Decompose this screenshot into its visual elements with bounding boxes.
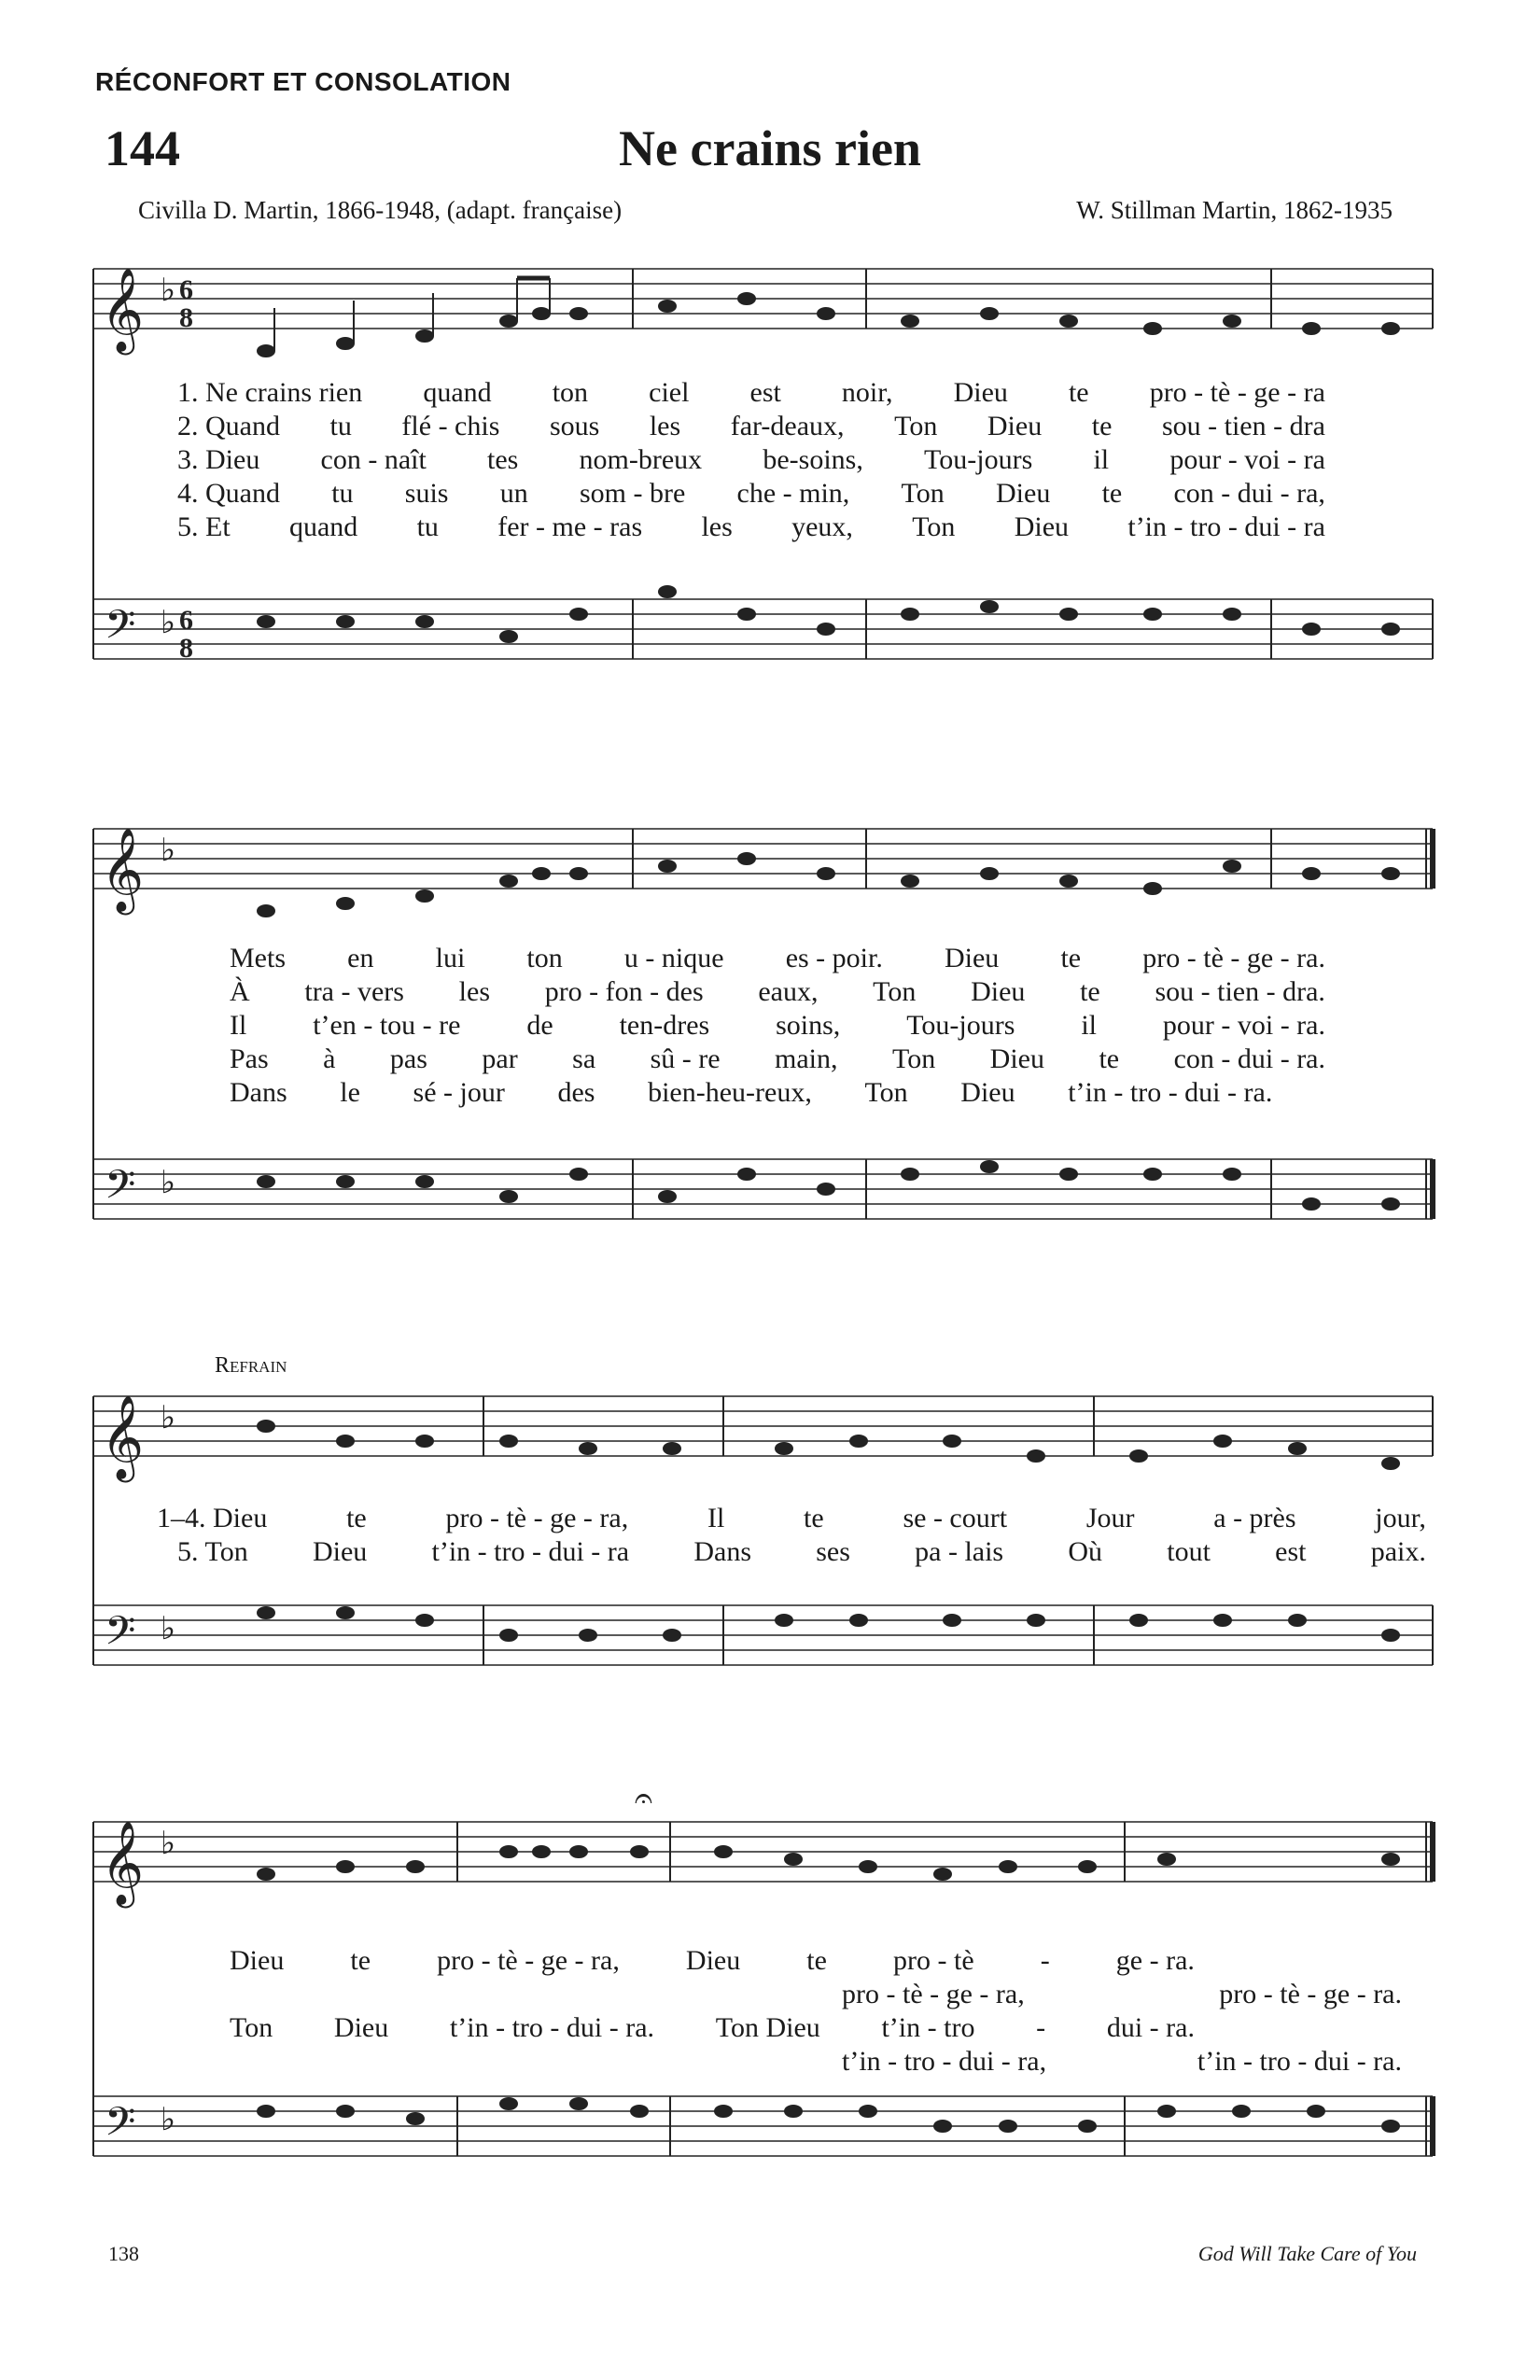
lyric-syllable: Ton — [891, 1043, 936, 1074]
lyric-line — [177, 377, 1325, 409]
lyric-syllable: Dieu — [1014, 511, 1070, 542]
lyric-syllable: t’in - tro - dui - ra, — [842, 2046, 1047, 2077]
lyric-syllable: Dieu — [987, 411, 1043, 441]
lyric-syllable: pro - tè - ge - ra. — [1142, 943, 1325, 973]
lyric-syllable: pas — [389, 1043, 427, 1074]
lyric-line — [842, 2046, 1402, 2078]
lyric-syllable: t’in - tro - dui - ra — [431, 1536, 630, 1567]
lyric-syllable: te — [1060, 943, 1082, 973]
fermata-icon: 𝄐 — [635, 1782, 652, 1816]
section-label: RÉCONFORT ET CONSOLATION — [95, 67, 511, 96]
lyric-syllable: con - naît — [320, 444, 427, 475]
lyric-syllable: fer - me - ras — [497, 511, 643, 542]
page-number: 138 — [108, 2242, 139, 2265]
lyric-syllable: par — [482, 1043, 518, 1074]
lyric-syllable: pa - lais — [915, 1536, 1004, 1567]
composer-credit: W. Stillman Martin, 1862-1935 — [1076, 196, 1393, 224]
lyric-syllable: ses — [816, 1536, 850, 1567]
lyric-syllable: il — [1093, 444, 1110, 475]
lyric-line — [230, 943, 1325, 974]
lyric-syllable: pro - tè - ge - ra. — [1219, 1979, 1402, 2009]
lyric-syllable: t’in - tro - dui - ra. — [1197, 2046, 1402, 2077]
lyric-syllable: som - bre — [579, 478, 686, 509]
lyric-syllable: pro - tè - ge - ra, — [445, 1503, 629, 1533]
treble-staff — [93, 1396, 1433, 1456]
lyric-syllable: ten-dres — [619, 1010, 710, 1041]
lyric-line — [230, 976, 1325, 1008]
lyric-syllable: Il — [707, 1503, 725, 1533]
lyric-syllable: jour, — [1375, 1503, 1426, 1533]
lyric-line — [177, 444, 1325, 476]
key-signature-icon: ♭ — [161, 1612, 176, 1646]
lyric-syllable: nom-breux — [579, 444, 703, 475]
treble-staff — [93, 1822, 1433, 1882]
lyric-syllable: Dieu — [996, 478, 1051, 509]
lyric-line — [177, 411, 1325, 442]
lyric-syllable: Ton — [912, 511, 956, 542]
lyric-syllable: Dieu — [953, 377, 1008, 408]
lyric-syllable: 1–4. Dieu — [157, 1503, 268, 1533]
lyric-syllable: te — [1080, 976, 1100, 1007]
lyric-syllable: les — [649, 411, 681, 441]
bass-clef-icon: 𝄢 — [105, 2101, 136, 2154]
lyric-line — [230, 1077, 1325, 1109]
lyric-syllable: est — [749, 377, 781, 408]
lyric-syllable: te — [346, 1503, 367, 1533]
treble-clef-icon: 𝄞 — [101, 1822, 145, 1903]
lyric-syllable: tu — [416, 511, 439, 542]
lyric-syllable: Ton — [230, 2012, 273, 2043]
lyric-syllable: pro - tè - ge - ra — [1149, 377, 1325, 408]
lyric-syllable: far-deaux, — [730, 411, 845, 441]
lyric-syllable: Dieu — [989, 1043, 1044, 1074]
bass-staff — [93, 1605, 1433, 1665]
lyric-syllable: sous — [549, 411, 600, 441]
lyric-syllable: flé - chis — [401, 411, 500, 441]
lyric-line — [842, 1979, 1402, 2010]
lyric-syllable: te — [806, 1945, 827, 1976]
lyric-syllable: dui - ra. — [1106, 2012, 1195, 2043]
lyric-syllable: à — [323, 1043, 336, 1074]
lyric-syllable: u - nique — [623, 943, 724, 973]
lyric-line — [230, 1010, 1325, 1042]
lyric-syllable: sé - jour — [413, 1077, 505, 1108]
lyric-syllable: Ton — [894, 411, 938, 441]
lyric-syllable: Jour — [1085, 1503, 1135, 1533]
lyric-syllable: lui — [435, 943, 466, 973]
lyric-syllable: paix. — [1370, 1536, 1426, 1567]
lyric-syllable: te — [1091, 411, 1113, 441]
lyric-syllable: suis — [404, 478, 449, 509]
lyric-syllable: t’in - tro — [881, 2012, 975, 2043]
lyric-syllable: Tou-jours — [906, 1010, 1015, 1041]
lyric-syllable: Dieu — [944, 943, 1000, 973]
time-signature: 6 — [179, 274, 193, 305]
hymn-title: Ne crains rien — [619, 120, 921, 176]
treble-notes — [258, 278, 1399, 357]
lyric-syllable: te — [350, 1945, 371, 1976]
lyric-syllable: noir, — [841, 377, 893, 408]
lyric-line — [157, 1503, 1426, 1534]
treble-clef-icon: 𝄞 — [101, 269, 145, 350]
lyric-syllable: Ton Dieu — [715, 2012, 820, 2043]
original-title: God Will Take Care of You — [1197, 2242, 1417, 2265]
lyric-syllable: ciel — [649, 377, 690, 408]
lyric-syllable: ton — [552, 377, 589, 408]
time-signature: 8 — [179, 302, 193, 333]
lyric-syllable: Tou-jours — [924, 444, 1033, 475]
lyric-syllable: en — [347, 943, 374, 973]
lyric-syllable: Dieu — [230, 1945, 285, 1976]
lyric-syllable: les — [458, 976, 490, 1007]
lyricist-credit: Civilla D. Martin, 1866-1948, (adapt. française) — [138, 196, 623, 224]
lyric-syllable: te — [1099, 1043, 1120, 1074]
lyric-syllable: Où — [1068, 1536, 1103, 1567]
lyric-line — [230, 1945, 1195, 1977]
lyric-line — [177, 1536, 1426, 1568]
lyric-syllable: Dieu — [312, 1536, 368, 1567]
lyric-syllable: Dieu — [971, 976, 1026, 1007]
lyric-syllable: se - court — [903, 1503, 1008, 1533]
lyric-syllable: te — [1101, 478, 1123, 509]
lyric-syllable: con - dui - ra, — [1173, 478, 1325, 509]
lyric-syllable: pro - tè - ge - ra, — [437, 1945, 620, 1976]
treble-clef-icon: 𝄞 — [101, 829, 145, 910]
lyric-syllable: bien-heu-reux, — [648, 1077, 812, 1108]
lyric-syllable: ton — [526, 943, 563, 973]
lyric-syllable: main, — [775, 1043, 838, 1074]
bass-clef-icon: 𝄢 — [105, 604, 136, 657]
lyric-syllable: 5. Et — [177, 511, 231, 542]
lyric-syllable: t’in - tro - dui - ra — [1127, 511, 1325, 542]
lyric-syllable: ge - ra. — [1115, 1945, 1195, 1976]
lyric-syllable: tout — [1167, 1536, 1211, 1567]
lyric-syllable: be-soins, — [763, 444, 863, 475]
lyric-syllable: - — [1040, 1945, 1050, 1976]
lyric-syllable: 2. Quand — [177, 411, 280, 441]
lyric-syllable: 4. Quand — [177, 478, 280, 509]
lyric-syllable: il — [1081, 1010, 1097, 1041]
lyric-line — [177, 478, 1325, 510]
lyric-syllable: quand — [423, 377, 492, 408]
lyric-syllable: tra - vers — [304, 976, 404, 1007]
key-signature-icon: ♭ — [161, 1166, 176, 1200]
lyric-syllable: tes — [487, 444, 519, 475]
lyric-syllable: Ton — [901, 478, 945, 509]
treble-notes — [258, 1421, 1399, 1469]
lyric-syllable: t’in - tro - dui - ra. — [449, 2012, 655, 2043]
lyric-syllable: Ton — [864, 1077, 908, 1108]
lyric-syllable: Ton — [873, 976, 917, 1007]
lyric-syllable: Il — [230, 1010, 247, 1041]
lyric-syllable: sa — [572, 1043, 596, 1074]
lyric-line — [230, 2012, 1195, 2044]
lyric-syllable: soins, — [776, 1010, 841, 1041]
lyric-line — [230, 1043, 1325, 1075]
lyric-syllable: - — [1036, 2012, 1046, 2043]
refrain-label: Refrain — [215, 1353, 287, 1378]
lyric-syllable: tu — [331, 478, 354, 509]
lyric-syllable: de — [526, 1010, 553, 1041]
lyric-syllable: 3. Dieu — [177, 444, 260, 475]
treble-staff — [93, 829, 1433, 889]
time-signature: 6 — [179, 605, 193, 636]
lyric-syllable: es - poir. — [785, 943, 883, 973]
lyric-syllable: tu — [329, 411, 352, 441]
lyric-syllable: con - dui - ra. — [1173, 1043, 1325, 1074]
key-signature-icon: ♭ — [161, 1827, 176, 1861]
lyric-syllable: eaux, — [758, 976, 819, 1007]
lyric-syllable: pro - tè - ge - ra, — [842, 1979, 1025, 2009]
lyric-syllable: sou - tien - dra. — [1155, 976, 1325, 1007]
bass-notes — [258, 1161, 1399, 1210]
key-signature-icon: ♭ — [161, 833, 176, 868]
lyric-syllable: des — [557, 1077, 595, 1108]
key-signature-icon: ♭ — [161, 606, 176, 640]
lyric-line — [177, 511, 1325, 543]
lyric-syllable: 5. Ton — [177, 1536, 248, 1567]
lyric-syllable: te — [804, 1503, 824, 1533]
lyric-syllable: Pas — [230, 1043, 269, 1074]
lyric-syllable: les — [701, 511, 733, 542]
treble-notes — [258, 853, 1399, 917]
lyric-syllable: Dans — [230, 1077, 287, 1108]
lyric-syllable: Dieu — [960, 1077, 1015, 1108]
lyric-syllable: Dieu — [333, 2012, 389, 2043]
lyric-syllable: a - près — [1213, 1503, 1296, 1533]
lyric-syllable: Dans — [693, 1536, 751, 1567]
hymn-number: 144 — [105, 120, 180, 176]
lyric-syllable: un — [499, 478, 528, 509]
lyric-syllable: pour - voi - ra — [1169, 444, 1325, 475]
time-signature: 8 — [179, 633, 193, 664]
lyric-syllable: 1. Ne crains rien — [177, 377, 363, 408]
lyric-syllable: pro - tè — [893, 1945, 974, 1976]
key-signature-icon: ♭ — [161, 2103, 176, 2137]
treble-clef-icon: 𝄞 — [101, 1396, 145, 1477]
lyric-syllable: t’in - tro - dui - ra. — [1068, 1077, 1273, 1108]
lyric-syllable: le — [340, 1077, 360, 1108]
lyric-syllable: t’en - tou - re — [313, 1010, 461, 1041]
lyric-syllable: pour - voi - ra. — [1162, 1010, 1325, 1041]
lyric-syllable: pro - fon - des — [544, 976, 704, 1007]
key-signature-icon: ♭ — [161, 273, 176, 308]
lyric-syllable: est — [1275, 1536, 1307, 1567]
lyric-syllable: Mets — [230, 943, 286, 973]
lyric-syllable: te — [1068, 377, 1089, 408]
lyric-syllable: Dieu — [685, 1945, 741, 1976]
key-signature-icon: ♭ — [161, 1401, 176, 1435]
lyric-syllable: che - min, — [736, 478, 850, 509]
lyric-syllable: yeux, — [791, 511, 853, 542]
bass-clef-icon: 𝄢 — [105, 1610, 136, 1663]
bass-clef-icon: 𝄢 — [105, 1164, 136, 1217]
lyric-syllable: quand — [288, 511, 358, 542]
lyric-syllable: sû - re — [650, 1043, 721, 1074]
lyric-syllable: À — [230, 976, 250, 1007]
bass-staff — [93, 2096, 1433, 2156]
lyric-syllable: sou - tien - dra — [1161, 411, 1325, 441]
